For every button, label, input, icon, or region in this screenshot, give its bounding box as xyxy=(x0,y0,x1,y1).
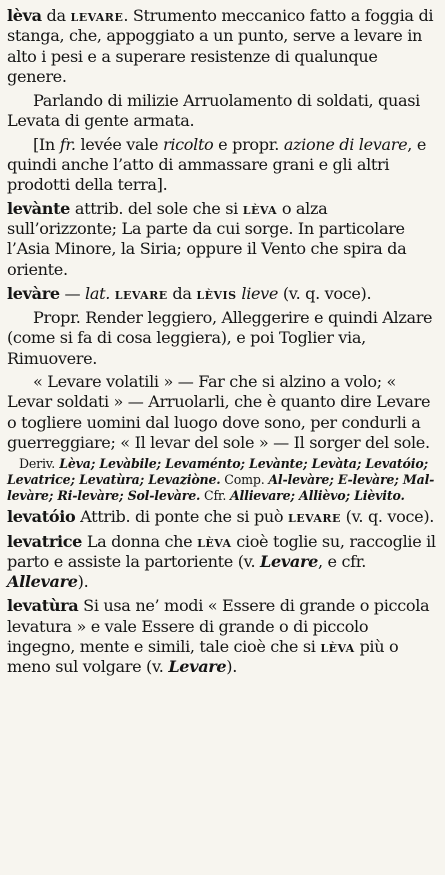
entry-levatoio: levatóio Attrib. di ponte che si può levare (v. q. voce). xyxy=(7,507,435,527)
headword: levatóio xyxy=(7,507,76,527)
headword: levatùra xyxy=(7,596,79,616)
cross-reference: levare xyxy=(288,507,341,527)
entry-levatura: levatùra Si usa ne’ modi « Essere di grande o piccola levatura » e vale Essere di grande o di piccolo ingegno, mente e simili, tale cioè che si lèva più o meno sul volgare (v. Levare). xyxy=(7,596,430,677)
cross-reference: levare xyxy=(114,283,168,303)
entry-text: . Strumento meccanico fatto a foggia di stanga, che, appoggiato a un punto, serve a levare in alto i pesi e a superare resistenze di qualunque genere. xyxy=(7,6,434,86)
entry-leva xyxy=(7,6,440,87)
etymology-note: [In fr. levée vale ricolto e propr. azione di levare, e quindi anche l’atto di ammassare grani e gli altri prodotti della terra]. xyxy=(7,134,426,195)
entry-paragraph: « Levare volatili » — Far che si alzino a volo; « Levar soldati » — Arruolarli, che è quanto dire Levare o togliere uomini dal luogo dove sono, per condurli a guerreggiare; « Il levar del sole » — Il sorger del sole. xyxy=(7,372,431,452)
entry-text: da xyxy=(41,6,71,25)
derivatives-list: Deriv. Lèva; Levàbile; Levaménto; Levànte; Levàta; Levatóio; Levatrice; Levatùra; Levaziòne. Comp. Al-levàre; E-levàre; Mal-levàre; Ri-levàre; Sol-levàre. Cfr. Allievare; Allièvo; Lièvito. xyxy=(7,456,435,504)
entry-paragraph: Propr. Render leggiero, Alleggerire e quindi Alzare (come si fa di cosa leggiera), e poi Toglier via, Rimuovere. xyxy=(7,308,433,368)
cross-reference: lèva xyxy=(197,531,232,551)
cross-reference: lèva xyxy=(242,198,278,218)
headword: levànte xyxy=(7,198,71,218)
entry-levare: levàre — lat. levare da lèvis lieve (v. q. voce). xyxy=(7,283,372,303)
entry-levante: levànte attrib. del sole che si lèva o alza sull’orizzonte; La parte da cui sorge. In particolare l’Asia Minore, la Siria; oppure il Vento che spira da oriente. xyxy=(7,198,407,279)
headword: lèva xyxy=(7,6,42,25)
cross-reference: lèva xyxy=(320,637,355,657)
cross-reference: lèvis xyxy=(196,283,237,303)
headword: levatrice xyxy=(7,531,83,551)
entry-paragraph: Parlando di milizie Arruolamento di soldati, quasi Levata di gente armata. xyxy=(7,91,420,131)
entry-levatrice: levatrice La donna che lèva cioè toglie su, raccoglie il parto e assiste la partoriente (v. Levare, e cfr. Allevare). xyxy=(7,531,436,592)
headword: levàre xyxy=(7,283,60,303)
cross-reference: levare xyxy=(70,6,124,25)
